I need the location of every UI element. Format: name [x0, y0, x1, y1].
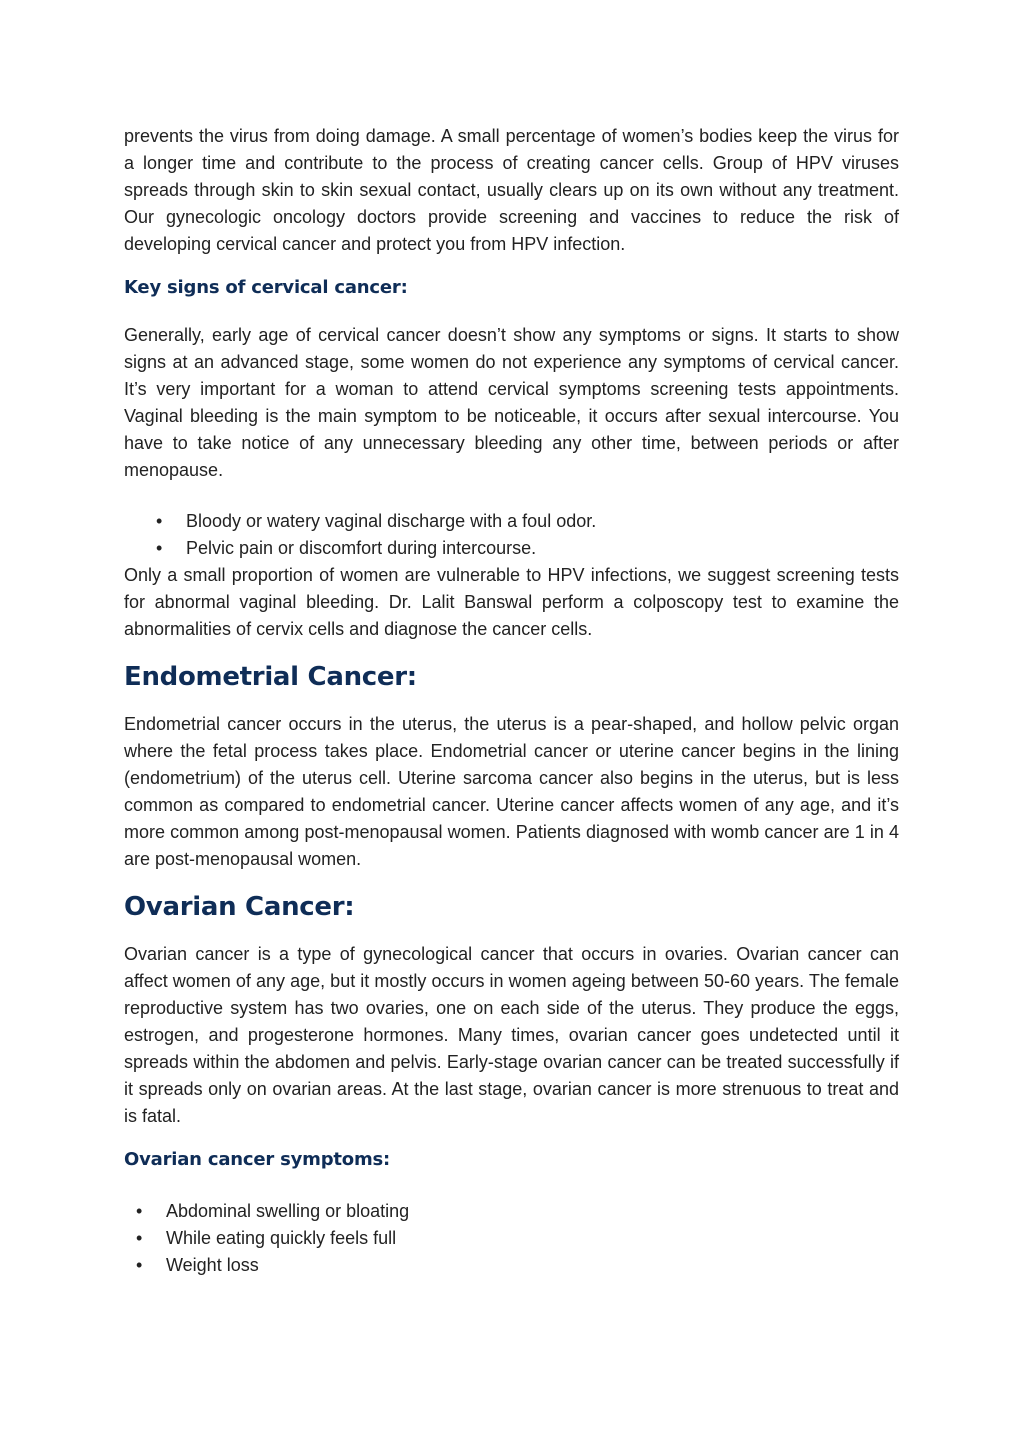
ovarian-heading: Ovarian Cancer:	[124, 892, 355, 922]
bullet-icon: •	[136, 1201, 143, 1221]
list-item-text: Pelvic pain or discomfort during intercourse.	[186, 538, 537, 558]
document-page	[124, 123, 899, 1279]
list-item-text: While eating quickly feels full	[166, 1228, 397, 1248]
list-item	[124, 1225, 899, 1252]
bullet-icon: •	[156, 538, 163, 558]
endometrial-heading: Endometrial Cancer:	[124, 662, 417, 692]
screening-paragraph: Only a small proportion of women are vulnerable to HPV infections, we suggest screening tests for abnormal vaginal bleeding. Dr. Lalit Banswal perform a colposcopy test to examine the abnormalities of cervix cells and diagnose the cancer cells.	[124, 565, 899, 639]
intro-paragraph: prevents the virus from doing damage. A small percentage of women’s bodies keep the virus for a longer time and contribute to the process of creating cancer cells. Group of HPV viruses spreads through skin to skin sexual contact, usually clears up on its own without any treatment. Our gynecologic oncology doctors provide screening and vaccines to reduce the risk of developing cervical cancer and protect you from HPV infection.	[124, 126, 899, 254]
ovarian-symptoms-heading: Ovarian cancer symptoms:	[124, 1149, 391, 1170]
cervical-symptoms-list	[124, 508, 899, 562]
bullet-icon: •	[136, 1255, 143, 1275]
list-item-text: Weight loss	[166, 1255, 259, 1275]
list-item-text: Abdominal swelling or bloating	[166, 1201, 410, 1221]
endometrial-paragraph: Endometrial cancer occurs in the uterus, the uterus is a pear-shaped, and hollow pelvic organ where the fetal process takes place. Endometrial cancer or uterine cancer begins in the lining (endometrium) of the uterus cell. Uterine sarcoma cancer also begins in the uterus, but is less common as compared to endometrial cancer. Uterine cancer affects women of any age, and it’s more common among post-menopausal women. Patients diagnosed with womb cancer are 1 in 4 are post-menopausal women.	[124, 714, 899, 869]
list-item-text: Bloody or watery vaginal discharge with a foul odor.	[186, 511, 597, 531]
ovarian-symptoms-list	[124, 1198, 899, 1279]
bullet-icon: •	[136, 1228, 143, 1248]
cervical-signs-heading: Key signs of cervical cancer:	[124, 277, 408, 298]
cervical-signs-paragraph: Generally, early age of cervical cancer doesn’t show any symptoms or signs. It starts to show signs at an advanced stage, some women do not experience any symptoms of cervical cancer. It’s very important for a woman to attend cervical symptoms screening tests appointments. Vaginal bleeding is the main symptom to be noticeable, it occurs after sexual intercourse. You have to take notice of any unnecessary bleeding any other time, between periods or after menopause.	[124, 325, 899, 480]
list-item	[124, 1252, 899, 1279]
list-item	[124, 508, 899, 535]
list-item	[124, 1198, 899, 1225]
bullet-icon: •	[156, 511, 163, 531]
list-item	[124, 535, 899, 562]
ovarian-paragraph: Ovarian cancer is a type of gynecological cancer that occurs in ovaries. Ovarian cancer can affect women of any age, but it mostly occurs in women ageing between 50-60 years. The female reproductive system has two ovaries, one on each side of the uterus. They produce the eggs, estrogen, and progesterone hormones. Many times, ovarian cancer goes undetected until it spreads within the abdomen and pelvis. Early-stage ovarian cancer can be treated successfully if it spreads only on ovarian areas. At the last stage, ovarian cancer is more strenuous to treat and is fatal.	[124, 944, 899, 1126]
